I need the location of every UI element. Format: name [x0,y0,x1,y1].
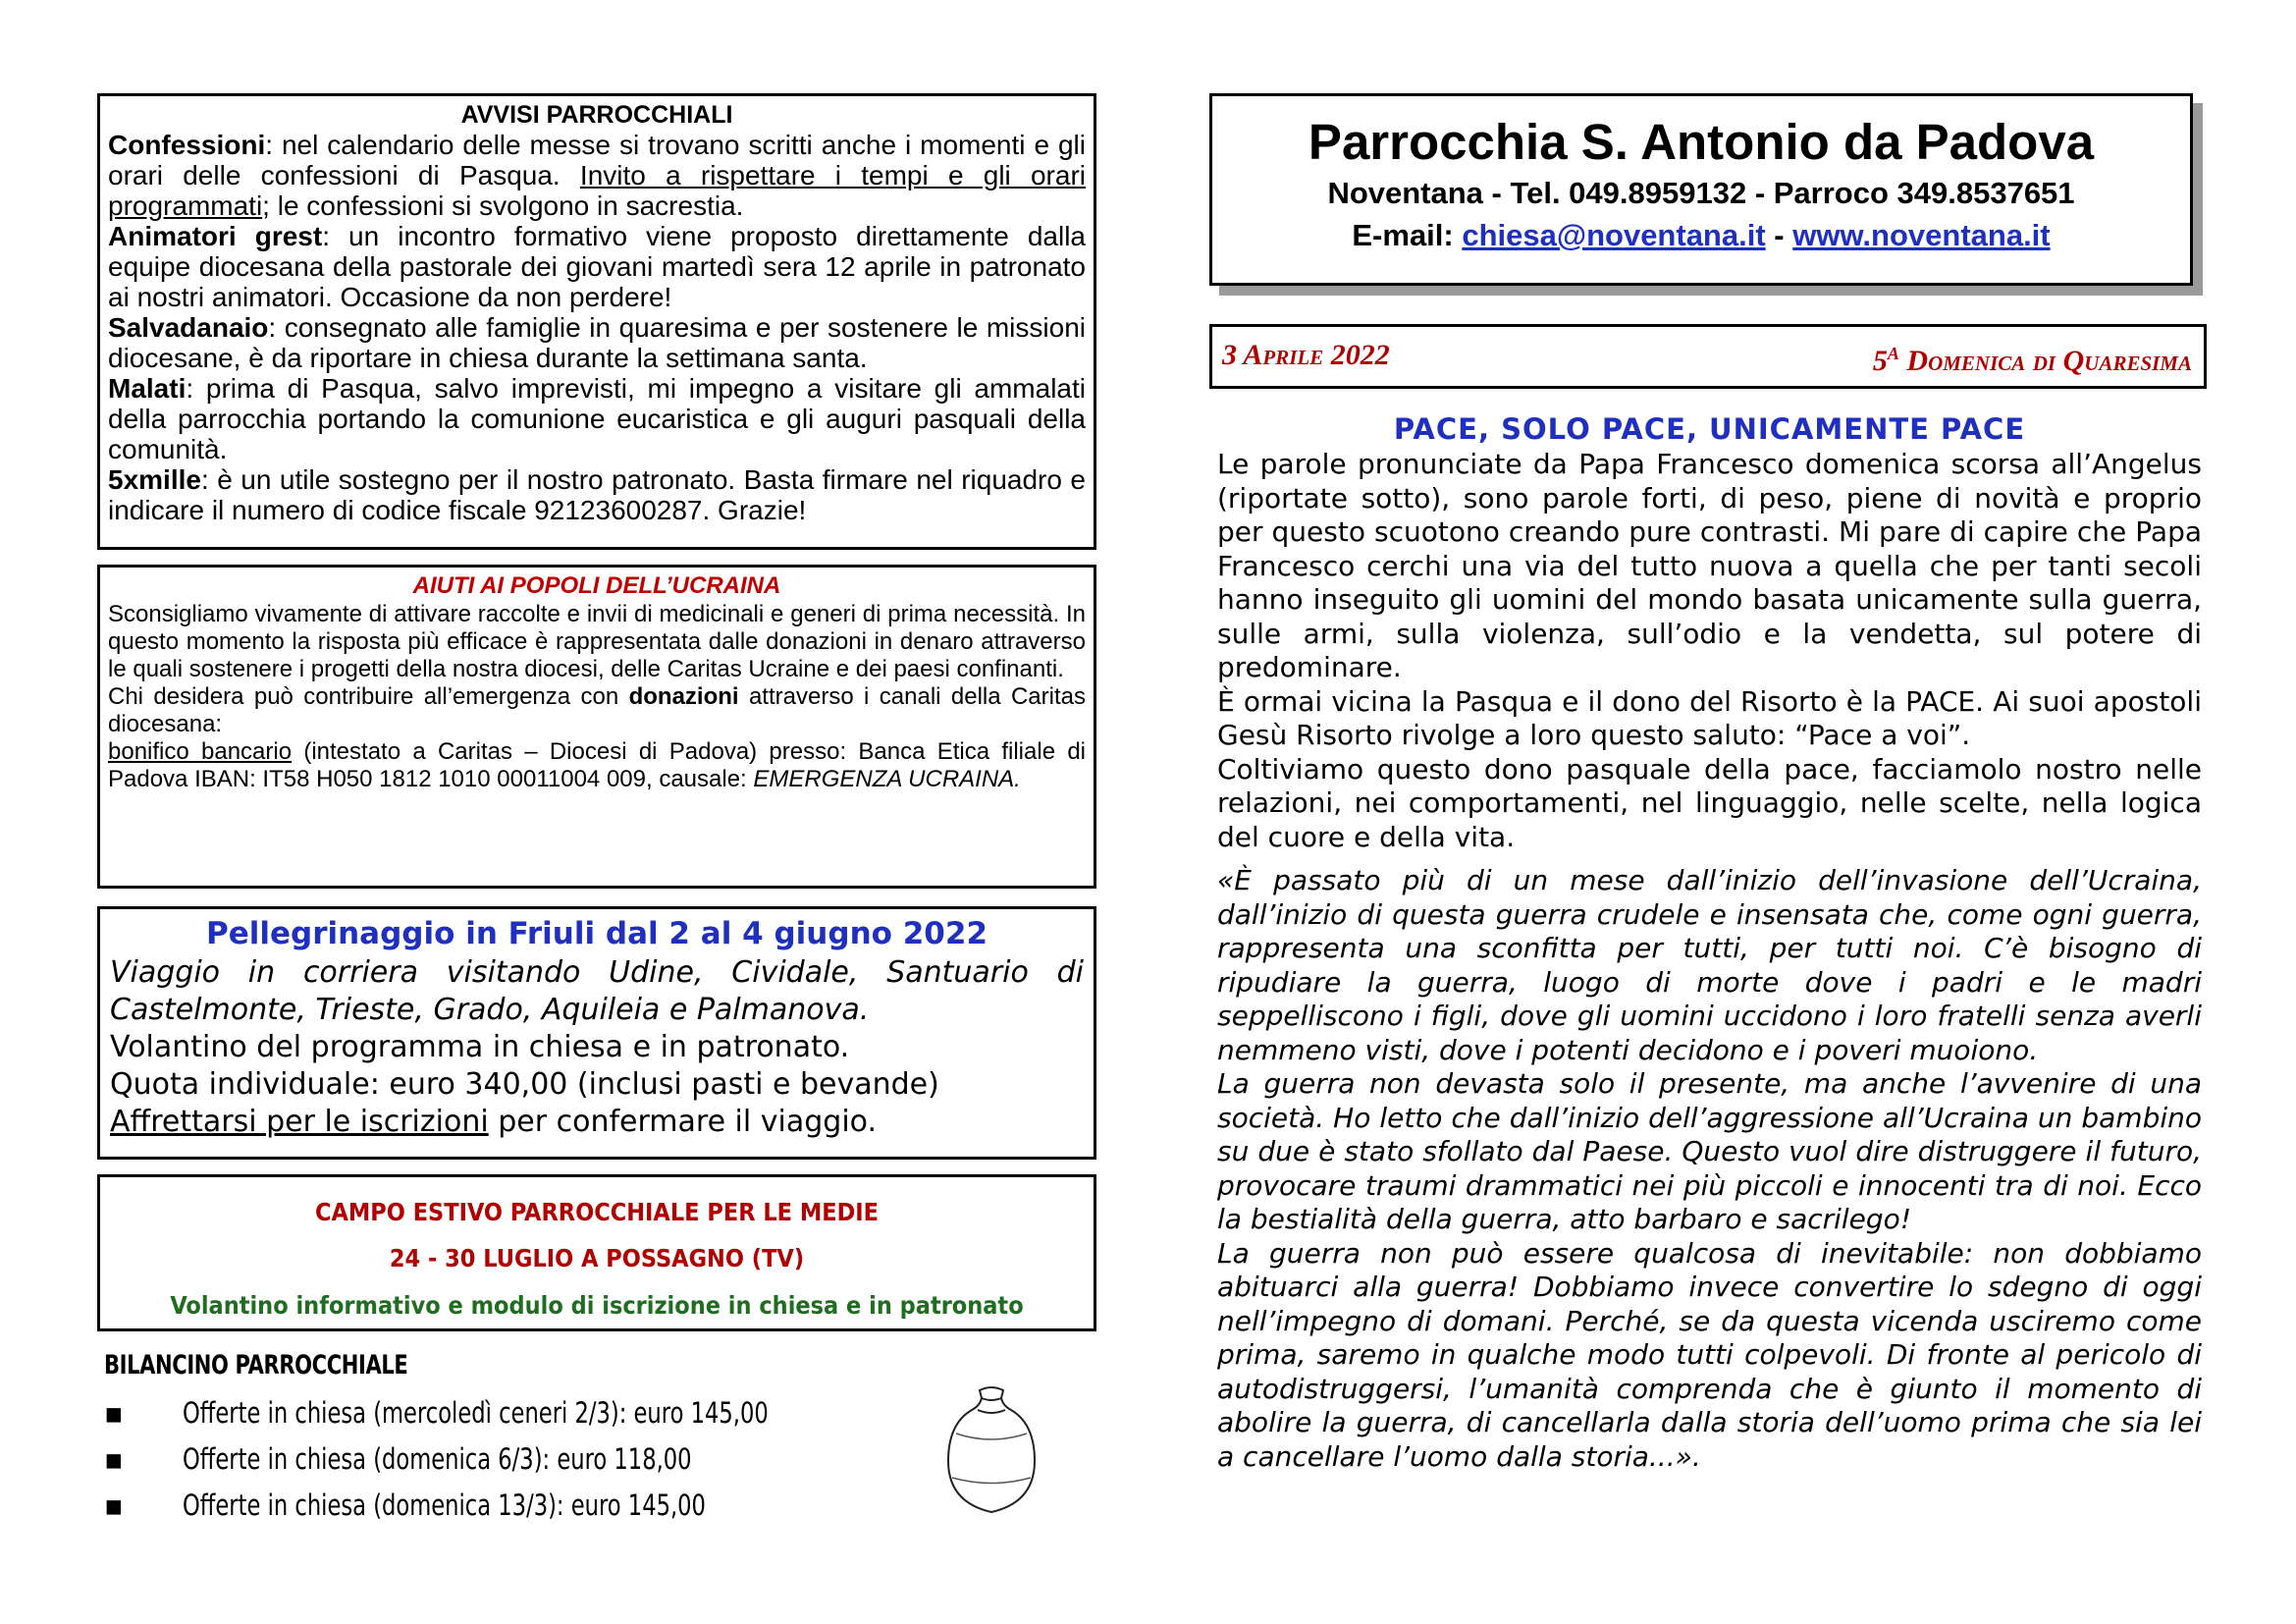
mille-text: : è un utile sostegno per il nostro patronato. Basta firmare nel riquadro e indicare il numero di codice fiscale 92123600287. Grazie! [108,464,1086,525]
salvadanaio-label: Salvadanaio [108,312,269,343]
malati-label: Malati [108,373,187,404]
date-bar [1209,324,2207,389]
website-link[interactable]: www.noventana.it [1792,218,2051,252]
animatori-label: Animatori grest [108,221,323,251]
ucraina-p2-start: Chi desidera può contribuire all’emergenza con [108,683,629,710]
ucraina-box [97,565,1096,889]
bilancino-list [104,1390,988,1529]
mille-label: 5xmille [108,464,201,495]
parish-name: Parrocchia S. Antonio da Padova [1308,114,2095,170]
campo-box [97,1174,1096,1331]
pellegrinaggio-line1: Viaggio in corriera visitando Udine, Cividale, Santuario di Castelmonte, Trieste, Grado, Aquileia e Palmanova. [110,955,1084,1027]
ucraina-p2-end: attraverso i canali della Caritas diocesana: [108,683,1086,737]
avvisi-title: AVVISI PARROCCHIALI [460,101,733,129]
bullet-icon: ▪ [104,1489,124,1522]
confessioni-text: : nel calendario delle messe si trovano scritti anche i momenti e gli orari delle confessioni di Pasqua. [108,130,1086,190]
article-title: PACE, SOLO PACE, UNICAMENTE PACE [1393,412,2026,446]
parish-header [1209,93,2193,286]
parish-email-line [1212,214,2190,257]
article-quote-1: «È passato più di un mese dall’inizio dell’invasione dell’Ucraina, dall’inizio di questa guerra crudele e insensata che, come ogni guerra, rappresenta una sconfitta per tutti, per tutti noi. C’è bisogno di ripudiare la guerra, luogo di morte dove i padri e le madri seppelliscono i figli, dove gli uomini uccidono i loro fratelli senza averli nemmeno visti, dove i potenti decidono e i poveri muoiono. [1217,864,2202,1066]
separator: - [1765,218,1793,252]
campo-line3: Volantino informativo e modulo di iscrizione in chiesa e in patronato [170,1291,1024,1320]
ucraina-causale: EMERGENZA UCRAINA. [753,766,1021,792]
avviso-confessioni [108,130,1086,221]
bullet-icon: ▪ [104,1396,124,1430]
pellegrinaggio-underlined: Affrettarsi per le iscrizioni [110,1105,489,1139]
confessioni-end: ; le confessioni si svolgono in sacrestia. [262,190,744,221]
ucraina-p1: Sconsigliamo vivamente di attivare raccolte e invii di medicinali e generi di prima necessità. In questo momento la risposta più efficace è rappresentata dalle donazioni in denaro attraverso le quali sostenere i progetti della nostra diocesi, delle Caritas Ucraine e dei paesi confinanti. [108,601,1086,682]
pellegrinaggio-box [97,906,1096,1160]
campo-line2: 24 - 30 LUGLIO A POSSAGNO (TV) [389,1244,805,1272]
salvadanaio-text: : consegnato alle famiglie in quaresima e per sostenere le missioni diocesane, è da riportare in chiesa durante la settimana santa. [108,312,1086,373]
avviso-5xmille [108,464,1086,525]
email-label: E-mail: [1352,218,1463,252]
pellegrinaggio-line4-end: per confermare il viaggio. [488,1105,878,1139]
confessioni-underlined: Invito a rispettare i tempi e gli orari programmati [108,160,1086,221]
bilancino-section [104,1350,988,1529]
email-link[interactable]: chiesa@noventana.it [1462,218,1766,252]
ucraina-p3-text: (intestato a Caritas – Diocesi di Padova) presso: Banca Etica filiale di Padova IBAN: IT58 H050 1812 1010 00011004 009, causale: [108,738,1086,792]
piggy-bank-jar-icon [942,1384,1041,1517]
bonifico-link: bonifico bancario [108,738,293,765]
avviso-salvadanaio [108,312,1086,373]
article-quote-2: La guerra non devasta solo il presente, ma anche l’avvenire di una società. Ho letto che dall’inizio dell’aggressione all’Ucraina un bambino su due è stato sfollato dal Paese. Questo vuol dire distruggere il futuro, provocare traumi drammatici nei più piccoli e innocenti tra di noi. Ecco la bestialità della guerra, atto barbaro e sacrilego! [1217,1067,2202,1235]
pellegrinaggio-line3: Quota individuale: euro 340,00 (inclusi pasti e bevande) [110,1067,939,1102]
parish-contact: Noventana - Tel. 049.8959132 - Parroco 349.8537651 [1327,176,2075,210]
liturgical-sunday: 5$^a$ Domenica di Quaresima [1872,339,2192,377]
avvisi-box [97,93,1096,550]
issue-date: 3 Aprile 2022 [1222,339,1390,371]
list-item: ▪ Offerte in chiesa (mercoledì ceneri 2/3): euro 145,00 [104,1390,988,1436]
bullet-icon: ▪ [104,1442,124,1476]
confessioni-label: Confessioni [108,130,266,160]
article-quote-3: La guerra non può essere qualcosa di inevitabile: non dobbiamo abituarci alla guerra! Dobbiamo invece convertire lo sdegno di oggi nell’impegno di domani. Perché, se da questa vicenda usciremo come prima, saremo in qualche modo tutti colpevoli. Di fronte al pericolo di autodistruggersi, l’umanità comprenda che è giunto il momento di abolire la guerra, di cancellarla dalla storia dell’uomo prima che sia lei a cancellare l’uomo dalla storia...». [1217,1236,2202,1473]
ucraina-p2-bold: donazioni [628,683,739,710]
pellegrinaggio-line2: Volantino del programma in chiesa e in patronato. [110,1030,850,1064]
ucraina-title: AIUTI AI POPOLI DELL’UCRAINA [412,572,781,599]
animatori-text: : un incontro formativo viene proposto direttamente dalla equipe diocesana della pastorale dei giovani martedì sera 12 aprile in patronato ai nostri animatori. Occasione da non perdere! [108,221,1086,312]
malati-text: : prima di Pasqua, salvo imprevisti, mi impegno a visitare gli ammalati della parrocchia portando la comunione eucaristica e gli auguri pasquali della comunità. [108,373,1086,464]
article-p1: Le parole pronunciate da Papa Francesco domenica scorsa all’Angelus (riportate sotto), sono parole forti, di peso, piene di novità e proprio per questo scuotono creando pure contrasti. Mi pare di capire che Papa Francesco cerchi una via del tutto nuova a quella che per tanti secoli hanno inseguito gli uomini del mondo basata unicamente sulla guerra, sulle armi, sulla violenza, sull’odio e la vendetta, sul potere di predominare. [1217,448,2202,683]
pellegrinaggio-title: Pellegrinaggio in Friuli dal 2 al 4 giugno 2022 [205,916,988,951]
avviso-animatori [108,221,1086,312]
list-item: ▪ Offerte in chiesa (domenica 13/3): euro 145,00 [104,1483,988,1529]
campo-line1: CAMPO ESTIVO PARROCCHIALE PER LE MEDIE [314,1198,880,1226]
article-p2: È ormai vicina la Pasqua e il dono del Risorto è la PACE. Ai suoi apostoli Gesù Risorto rivolge a loro questo saluto: “Pace a voi”. [1217,684,2202,751]
pellegrinaggio-line4 [110,1104,1084,1141]
list-item: ▪ Offerte in chiesa (domenica 6/3): euro 118,00 [104,1436,988,1483]
ucraina-p2 [108,683,1086,738]
avviso-malati [108,373,1086,464]
article-p3: Coltiviamo questo dono pasquale della pace, facciamolo nostro nelle relazioni, nei comportamenti, nel linguaggio, nelle scelte, nella logica del cuore e della vita. [1217,752,2202,853]
bilancino-title: BILANCINO PARROCCHIALE [104,1350,408,1380]
article [1217,410,2202,1474]
ucraina-p3 [108,738,1086,793]
